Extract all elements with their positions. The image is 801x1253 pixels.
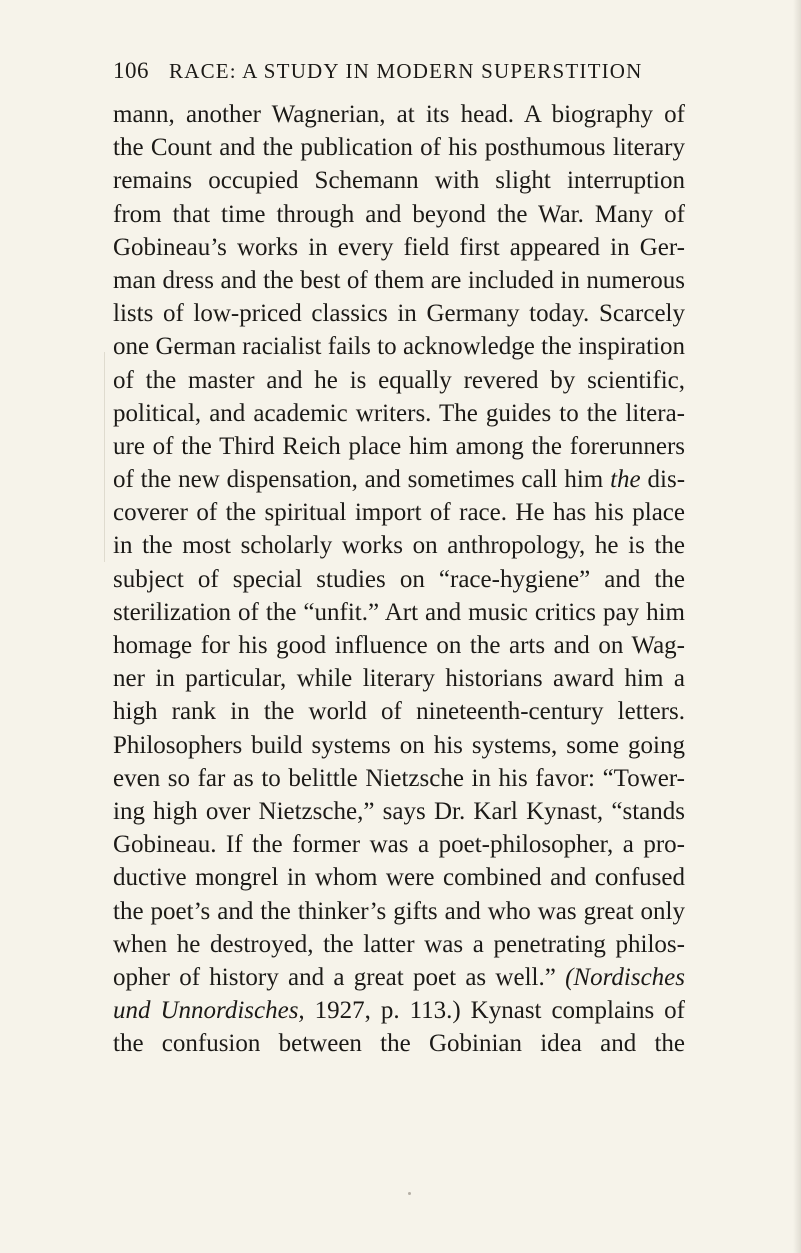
text-line: [113, 961, 685, 994]
text-line: in the most scholarly works on anthropology, he is the: [113, 532, 685, 560]
text-line: of the master and he is equally revered by scientific,: [113, 366, 685, 394]
italic-title: (Nordisches: [565, 963, 685, 991]
text-line: from that time through and beyond the War. Many of: [113, 200, 685, 228]
running-title: RACE: A STUDY IN MODERN SUPERSTITION: [169, 59, 643, 83]
text-segment: dis-: [647, 466, 685, 494]
text-line: sterilization of the “unfit.” Art and music critics pay him: [113, 598, 685, 626]
text-line: man dress and the best of them are included in numerous: [113, 266, 685, 294]
text-segment: 1927, p. 113.) Kynast complains of: [314, 997, 685, 1025]
text-line: coverer of the spiritual import of race. He has his place: [113, 499, 685, 527]
text-line: high rank in the world of nineteenth-century letters.: [113, 698, 685, 726]
text-line: Philosophers build systems on his systems, some going: [113, 731, 685, 759]
text-line: homage for his good influence on the arts and on Wag-: [113, 632, 685, 659]
body-text: [113, 98, 685, 1060]
text-line: ure of the Third Reich place him among the forerunners: [113, 432, 685, 460]
italic-word: the: [610, 466, 641, 494]
text-line: Gobineau’s works in every field first appeared in Ger-: [113, 233, 685, 261]
text-line: mann, another Wagnerian, at its head. A biography of: [113, 101, 685, 128]
page-edge-shadow: [793, 0, 801, 1253]
text-line: even so far as to belittle Nietzsche in his favor: “Tower-: [113, 764, 685, 792]
text-line: [113, 463, 685, 496]
paper-speck: [408, 1192, 411, 1195]
text-line: ner in particular, while literary historians award him a: [113, 665, 685, 693]
text-line: lists of low-priced classics in Germany today. Scarcely: [113, 300, 685, 328]
text-line: the poet’s and the thinker’s gifts and who was great only: [113, 897, 685, 925]
text-line: [113, 994, 685, 1027]
text-segment: of the new dispensation, and sometimes call him: [113, 466, 604, 494]
gutter-shadow: [104, 352, 105, 562]
page-number: 106: [113, 58, 149, 83]
text-line: the Count and the publication of his posthumous literary: [113, 134, 685, 162]
text-line: remains occupied Schemann with slight interruption: [113, 167, 685, 195]
italic-title: und: [113, 997, 151, 1025]
text-line: ing high over Nietzsche,” says Dr. Karl Kynast, “stands: [113, 797, 685, 825]
text-line: one German racialist fails to acknowledge the inspiration: [113, 333, 685, 361]
italic-title: Unnordisches,: [160, 997, 305, 1025]
text-line: the confusion between the Gobinian idea and the: [113, 1030, 685, 1058]
running-head: [113, 58, 693, 88]
text-line: Gobineau. If the former was a poet-philosopher, a pro-: [113, 831, 685, 859]
text-line: subject of special studies on “race-hygiene” and the: [113, 565, 685, 593]
text-line: ductive mongrel in whom were combined and confused: [113, 864, 685, 892]
text-line: political, and academic writers. The guides to the litera-: [113, 399, 685, 427]
text-segment: opher of history and a great poet as well.”: [113, 963, 556, 991]
text-line: when he destroyed, the latter was a penetrating philos-: [113, 930, 685, 958]
